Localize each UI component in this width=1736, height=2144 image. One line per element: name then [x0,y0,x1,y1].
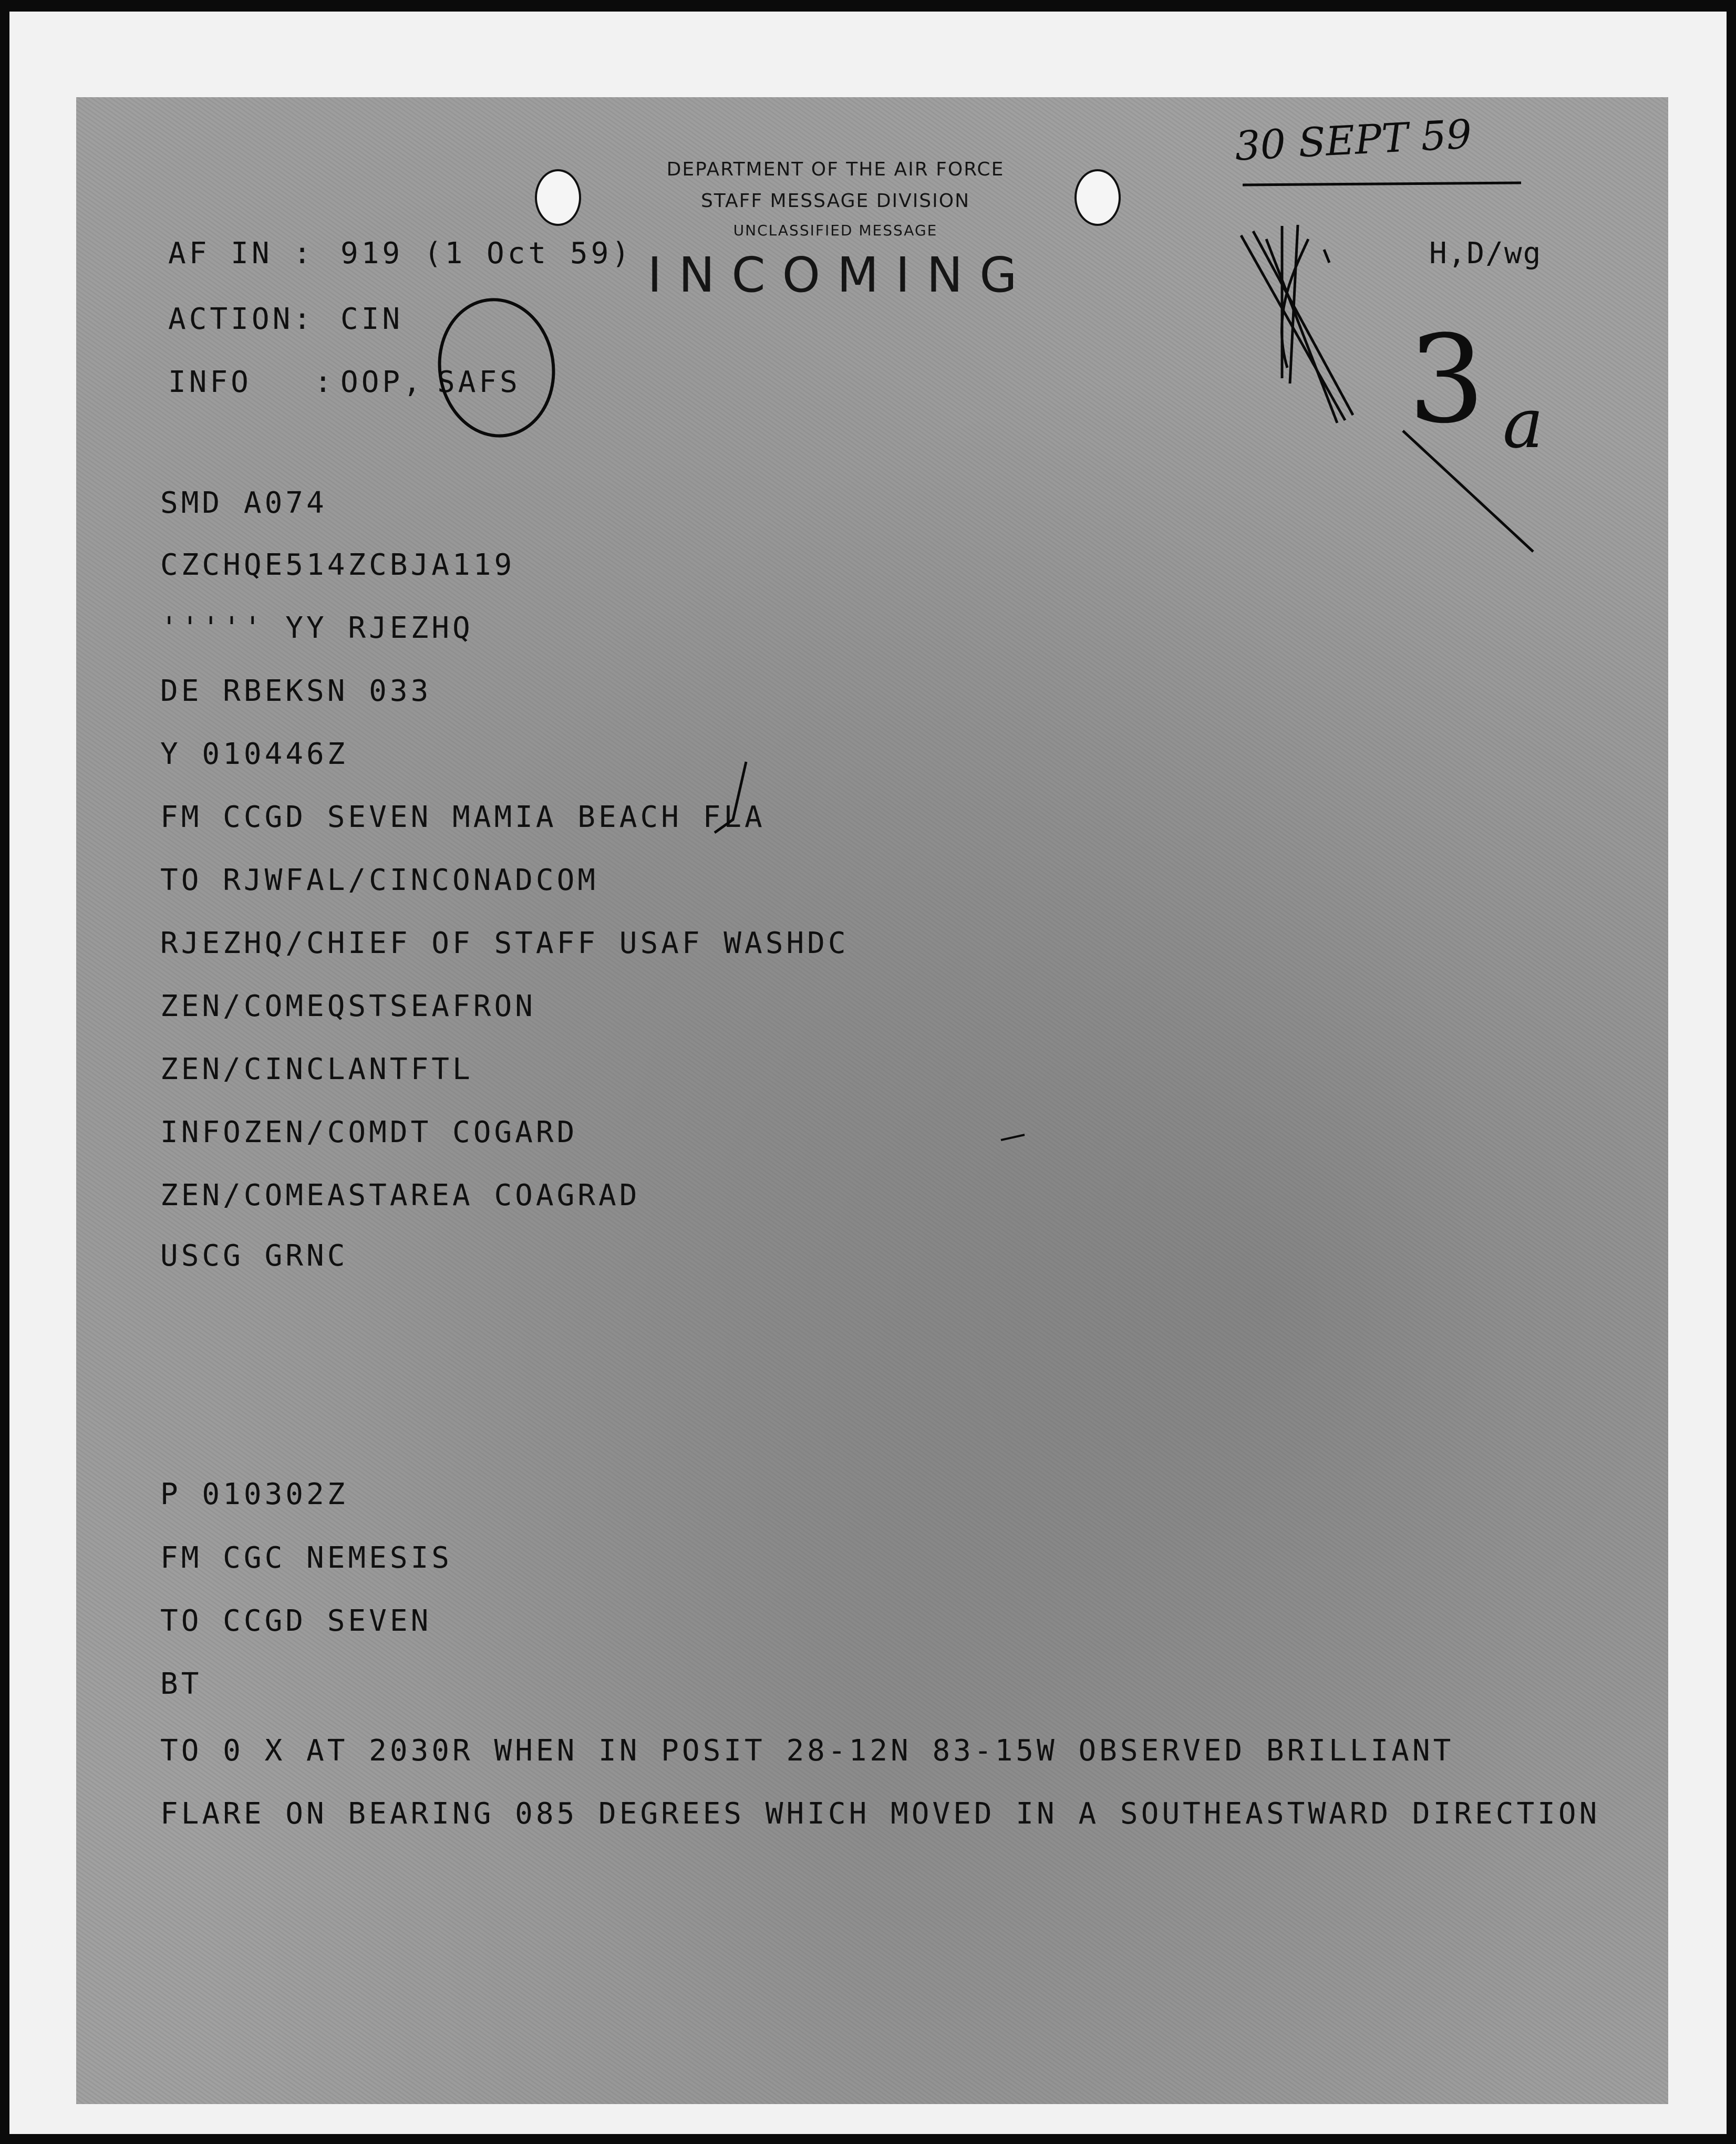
header-department: DEPARTMENT OF THE AIR FORCE [666,159,1005,180]
body-line: FLARE ON BEARING 085 DEGREES WHICH MOVED IN A SOUTHEASTWARD DIRECTION [160,1797,1600,1831]
message-line: DE RBEKSN 033 [160,674,432,708]
header-incoming-title: INCOMING [647,247,1034,303]
message-line: SMD A074 [160,486,327,520]
body-line: FM CGC NEMESIS [160,1541,453,1575]
message-line: ZEN/COMEASTAREA COAGRAD [160,1178,640,1213]
info-label: INFO : [168,365,335,399]
message-line: Y 010446Z [160,737,348,771]
body-line: TO CCGD SEVEN [160,1604,432,1638]
af-in-value: 919 (1 Oct 59) [340,236,633,271]
af-in-label: AF IN : [168,236,315,271]
message-line: FM CCGD SEVEN MAMIA BEACH FLA [160,800,766,834]
dash-mark [1001,1135,1025,1140]
message-line: CZCHQE514ZCBJA119 [160,548,515,582]
body-line: BT [160,1667,202,1701]
header-classification: UNCLASSIFIED MESSAGE [733,222,938,239]
message-line: ''''' YY RJEZHQ [160,611,473,645]
message-line: ZEN/COMEQSTSEAFRON [160,989,536,1023]
handwritten-page-mark: 3 [1408,310,1485,450]
body-line: TO 0 X AT 2030R WHEN IN POSIT 28-12N 83-15W OBSERVED BRILLIANT [160,1734,1454,1768]
info-value: OOP, [340,365,424,399]
strikethrough-scribble [1241,225,1353,423]
body-line: P 010302Z [160,1477,348,1511]
message-line: RJEZHQ/CHIEF OF STAFF USAF WASHDC [160,926,849,960]
routing-code: H,D/wg [1429,236,1542,271]
action-value: CIN [340,302,404,336]
handwritten-page-suffix: a [1503,384,1544,463]
header-division: STAFF MESSAGE DIVISION [700,190,970,212]
message-line: USCG GRNC [160,1239,348,1273]
message-line: TO RJWFAL/CINCONADCOM [160,863,599,897]
date-underline [1243,183,1521,185]
message-line: INFOZEN/COMDT COGARD [160,1115,578,1149]
action-label: ACTION: [168,302,315,336]
handwritten-date: 30 SEPT 59 [1233,110,1473,170]
circle-mark [431,292,562,443]
page-mark-slash [1403,431,1533,552]
checkmark [715,762,746,833]
info-circled-value: SAFS [437,365,521,399]
message-line: ZEN/CINCLANTFTL [160,1052,473,1086]
